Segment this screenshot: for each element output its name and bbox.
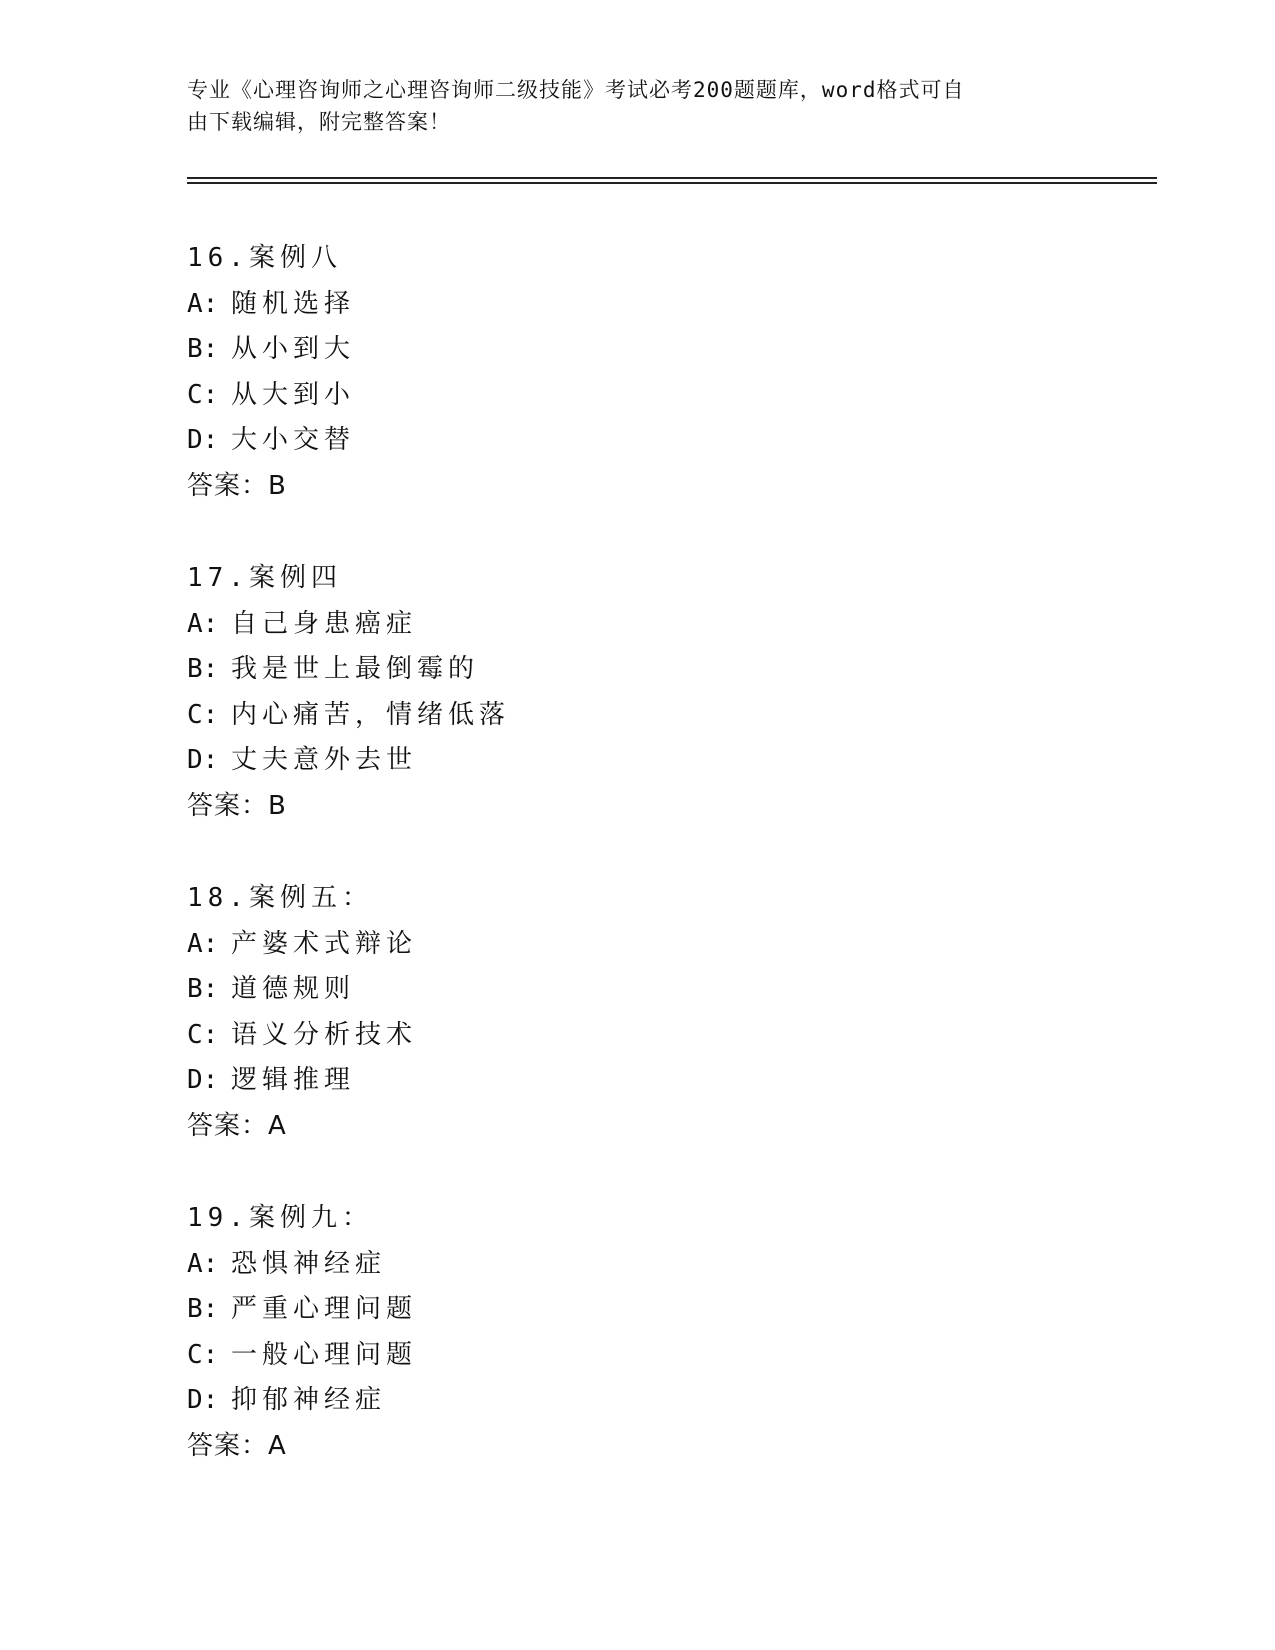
option-d — [187, 418, 1087, 464]
option-a — [187, 922, 1087, 968]
option-label: D: — [187, 1065, 219, 1095]
option-b — [187, 647, 1087, 693]
header-line-2: 由下载编辑，附完整答案！ — [187, 110, 451, 134]
option-b — [187, 967, 1087, 1013]
option-label: D: — [187, 425, 219, 455]
option-label: A: — [187, 608, 219, 639]
option-text: 恐惧神经症 — [231, 1248, 387, 1279]
option-d — [187, 1378, 1087, 1424]
option-label: A: — [187, 928, 219, 959]
option-text: 我是世上最倒霉的 — [231, 654, 480, 684]
option-a — [187, 602, 1087, 648]
option-label: C: — [187, 1019, 219, 1050]
option-text: 丈夫意外去世 — [231, 745, 418, 775]
option-label: B: — [187, 974, 219, 1004]
option-label: D: — [187, 1385, 219, 1415]
option-text: 逻辑推理 — [231, 1065, 356, 1095]
option-label: A: — [187, 1248, 219, 1279]
option-text: 内心痛苦，情绪低落 — [231, 699, 511, 730]
answer-line: 答案：B — [187, 470, 287, 501]
option-c — [187, 693, 1087, 739]
option-d — [187, 738, 1087, 784]
option-c — [187, 1013, 1087, 1059]
header-divider-top — [187, 177, 1157, 179]
question-stem: 19.案例九： — [187, 1203, 373, 1233]
option-d — [187, 1058, 1087, 1104]
option-text: 从大到小 — [231, 379, 356, 410]
option-text: 语义分析技术 — [231, 1019, 418, 1050]
answer-line: 答案：B — [187, 790, 287, 821]
option-text: 一般心理问题 — [231, 1339, 418, 1370]
option-c — [187, 373, 1087, 419]
option-a — [187, 282, 1087, 328]
option-label: C: — [187, 379, 219, 410]
option-text: 道德规则 — [231, 974, 356, 1004]
option-label: B: — [187, 1294, 219, 1324]
option-text: 大小交替 — [231, 425, 356, 455]
option-label: B: — [187, 334, 219, 364]
option-c — [187, 1333, 1087, 1379]
document-header — [187, 74, 1067, 138]
option-text: 从小到大 — [231, 334, 356, 364]
option-text: 自己身患癌症 — [231, 608, 418, 639]
option-text: 抑郁神经症 — [231, 1385, 387, 1415]
option-text: 随机选择 — [231, 288, 356, 319]
question-stem: 16.案例八 — [187, 243, 342, 273]
option-label: B: — [187, 654, 219, 684]
option-text: 严重心理问题 — [231, 1294, 418, 1324]
question-block — [187, 1196, 1087, 1516]
option-b — [187, 1287, 1087, 1333]
question-block — [187, 876, 1087, 1196]
option-label: C: — [187, 699, 219, 730]
question-block — [187, 236, 1087, 556]
option-label: C: — [187, 1339, 219, 1370]
question-stem: 18.案例五： — [187, 883, 373, 913]
question-list — [187, 236, 1087, 1516]
option-b — [187, 327, 1087, 373]
header-divider-bottom — [187, 182, 1157, 184]
header-line-1: 专业《心理咨询师之心理咨询师二级技能》考试必考200题题库，word格式可自 — [187, 78, 965, 102]
option-label: D: — [187, 745, 219, 775]
question-block — [187, 556, 1087, 876]
question-stem: 17.案例四 — [187, 563, 342, 593]
option-label: A: — [187, 288, 219, 319]
option-text: 产婆术式辩论 — [231, 928, 418, 959]
option-a — [187, 1242, 1087, 1288]
answer-line: 答案：A — [187, 1110, 287, 1141]
answer-line: 答案：A — [187, 1430, 287, 1461]
